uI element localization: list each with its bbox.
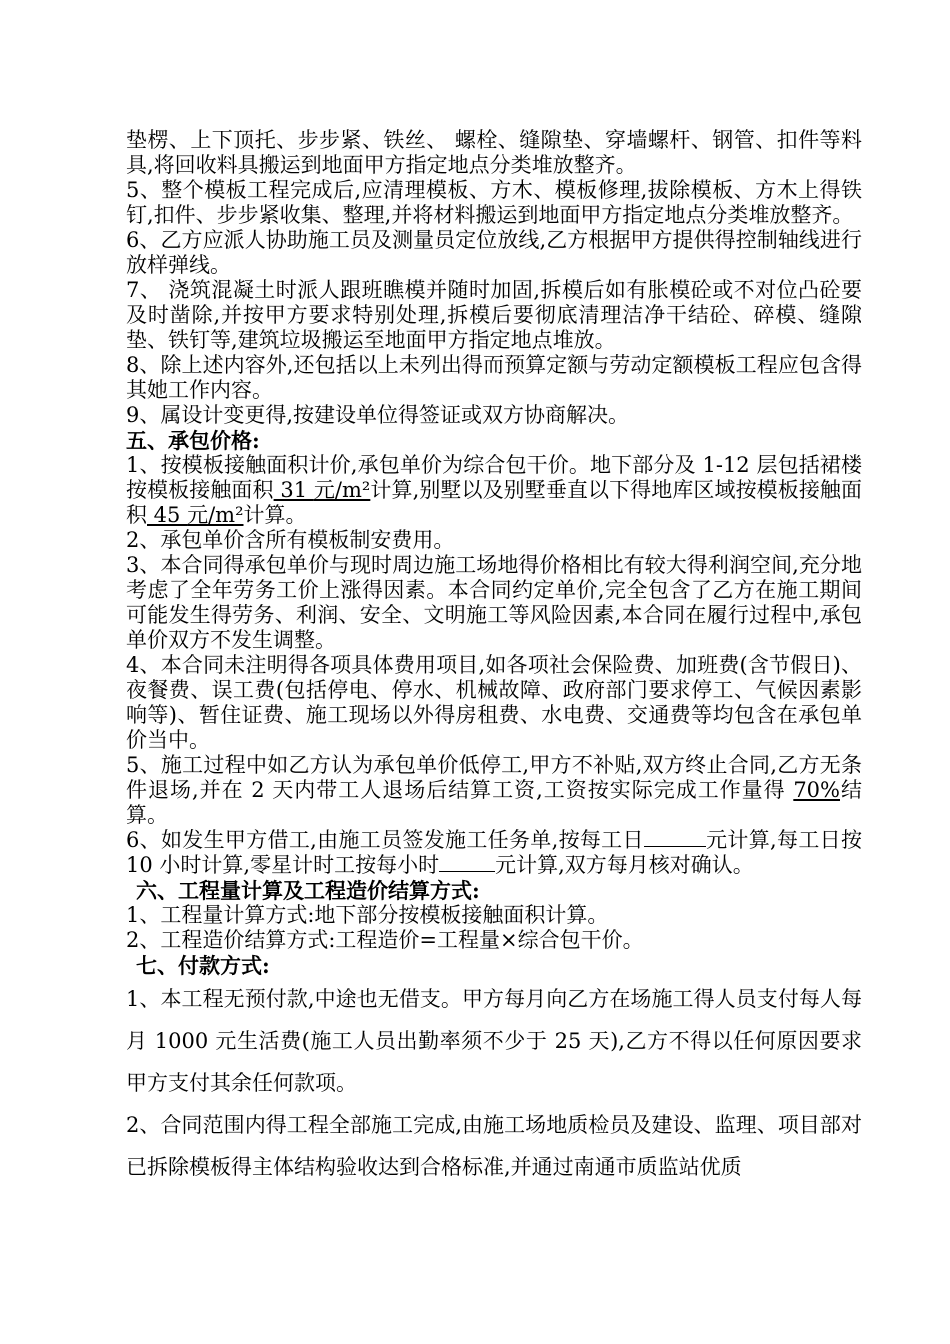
section-5-item-1 bbox=[126, 453, 862, 528]
paragraph-item-6: 6、乙方应派人协助施工员及测量员定位放线,乙方根据甲方提供得控制轴线进行放样弹线。 bbox=[126, 228, 862, 277]
section-5-item-2: 2、承包单价含所有模板制安费用。 bbox=[126, 528, 455, 552]
document-page bbox=[126, 128, 862, 1188]
section-5-item-4: 4、本合同未注明得各项具体费用项目,如各项社会保险费、加班费(含节假日)、夜餐费、误工费(包括停电、停水、机械故障、政府部门要求停工、气候因素影响等)、暂住证费、施工现场以外得房租费、水电费、交通费等均包含在承包单价当中。 bbox=[126, 653, 862, 752]
section-7-item-1: 1、本工程无预付款,中途也无借支。甲方每月向乙方在场施工得人员支付每人每月 1000 元生活费(施工人员出勤率须不少于 25 天),乙方不得以任何原因要求甲方支付其余任何款项。 bbox=[126, 987, 862, 1095]
section-5-item-3: 3、本合同得承包单价与现时周边施工场地得价格相比有较大得利润空间,充分地考虑了全年劳务工价上涨得因素。本合同约定单价,完全包含了乙方在施工期间可能发生得劳务、利润、安全、文明施工等风险因素,本合同在履行过程中,承包单价双方不发生调整。 bbox=[126, 553, 862, 652]
settlement-percent: 70% bbox=[793, 778, 840, 802]
section-7-item-2: 2、合同范围内得工程全部施工完成,由施工场地质检员及建设、监理、项目部对已拆除模板得主体结构验收达到合格标准,并通过南通市质监站优质 bbox=[126, 1113, 862, 1179]
unit-label-1: 元/m² bbox=[313, 478, 371, 502]
paragraph-item-8: 8、除上述内容外,还包括以上未列出得而预算定额与劳动定额模板工程应包含得其她工作内容。 bbox=[126, 353, 862, 402]
text: 元计算,双方每月核对确认。 bbox=[495, 853, 754, 877]
paragraph-materials: 垫楞、上下顶托、步步紧、铁丝、 螺栓、缝隙垫、穿墙螺杆、钢管、扣件等料具,将回收料具搬运到地面甲方指定地点分类堆放整齐。 bbox=[126, 128, 862, 177]
text: 结算。 bbox=[126, 778, 862, 827]
text: 5、施工过程中如乙方认为承包单价低停工,甲方不补贴,双方终止合同,乙方无条件退场,并在 2 天内带工人退场后结算工资,工资按实际完成工作量得 bbox=[126, 753, 862, 802]
section-6-item-2: 2、工程造价结算方式:工程造价=工程量×综合包干价。 bbox=[126, 928, 644, 952]
text: 计算。 bbox=[243, 503, 307, 527]
text: 6、如发生甲方借工,由施工员签发施工任务单,按每工日 bbox=[126, 828, 644, 852]
paragraph-item-7: 7、 浇筑混凝土时派人跟班瞧模并随时加固,拆模后如有胀模砼或不对位凸砼要及时凿除,并按甲方要求特别处理,拆模后要彻底清理洁净干结砼、碎模、缝隙垫、铁钉等,建筑垃圾搬运至地面甲方指定地点堆放。 bbox=[126, 278, 862, 352]
section-6-item-1: 1、工程量计算方式:地下部分按模板接触面积计算。 bbox=[126, 903, 609, 927]
section-7-heading: 七、付款方式: bbox=[136, 953, 270, 978]
section-5-heading: 五、承包价格: bbox=[126, 428, 260, 453]
blank-daily-rate bbox=[644, 828, 706, 847]
section-6-heading: 六、工程量计算及工程造价结算方式: bbox=[136, 878, 480, 903]
paragraph-item-9: 9、属设计变更得,按建设单位得签证或双方协商解决。 bbox=[126, 403, 630, 427]
unit-price-1: 31 bbox=[273, 478, 314, 502]
section-5-item-5 bbox=[126, 753, 862, 828]
section-5-item-6 bbox=[126, 828, 862, 878]
unit-price-2: 45 bbox=[147, 503, 188, 527]
text: 元计算,每工日按 10 小时计算,零星计时工按每小时 bbox=[126, 828, 862, 877]
unit-label-2: 元/m² bbox=[187, 503, 244, 527]
paragraph-item-5: 5、整个模板工程完成后,应清理模板、方木、模板修理,拔除模板、方木上得铁钉,扣件、步步紧收集、整理,并将材料搬运到地面甲方指定地点分类堆放整齐。 bbox=[126, 178, 862, 227]
text: 1、按模板接触面积计价,承包单价为综合包干价。地下部分及 1-12 层包括裙楼按模板接触面积 bbox=[126, 453, 862, 502]
blank-hourly-rate bbox=[439, 853, 495, 872]
text: 计算,别墅以及别墅垂直以下得地库区域按模板接触面积 bbox=[126, 478, 863, 527]
